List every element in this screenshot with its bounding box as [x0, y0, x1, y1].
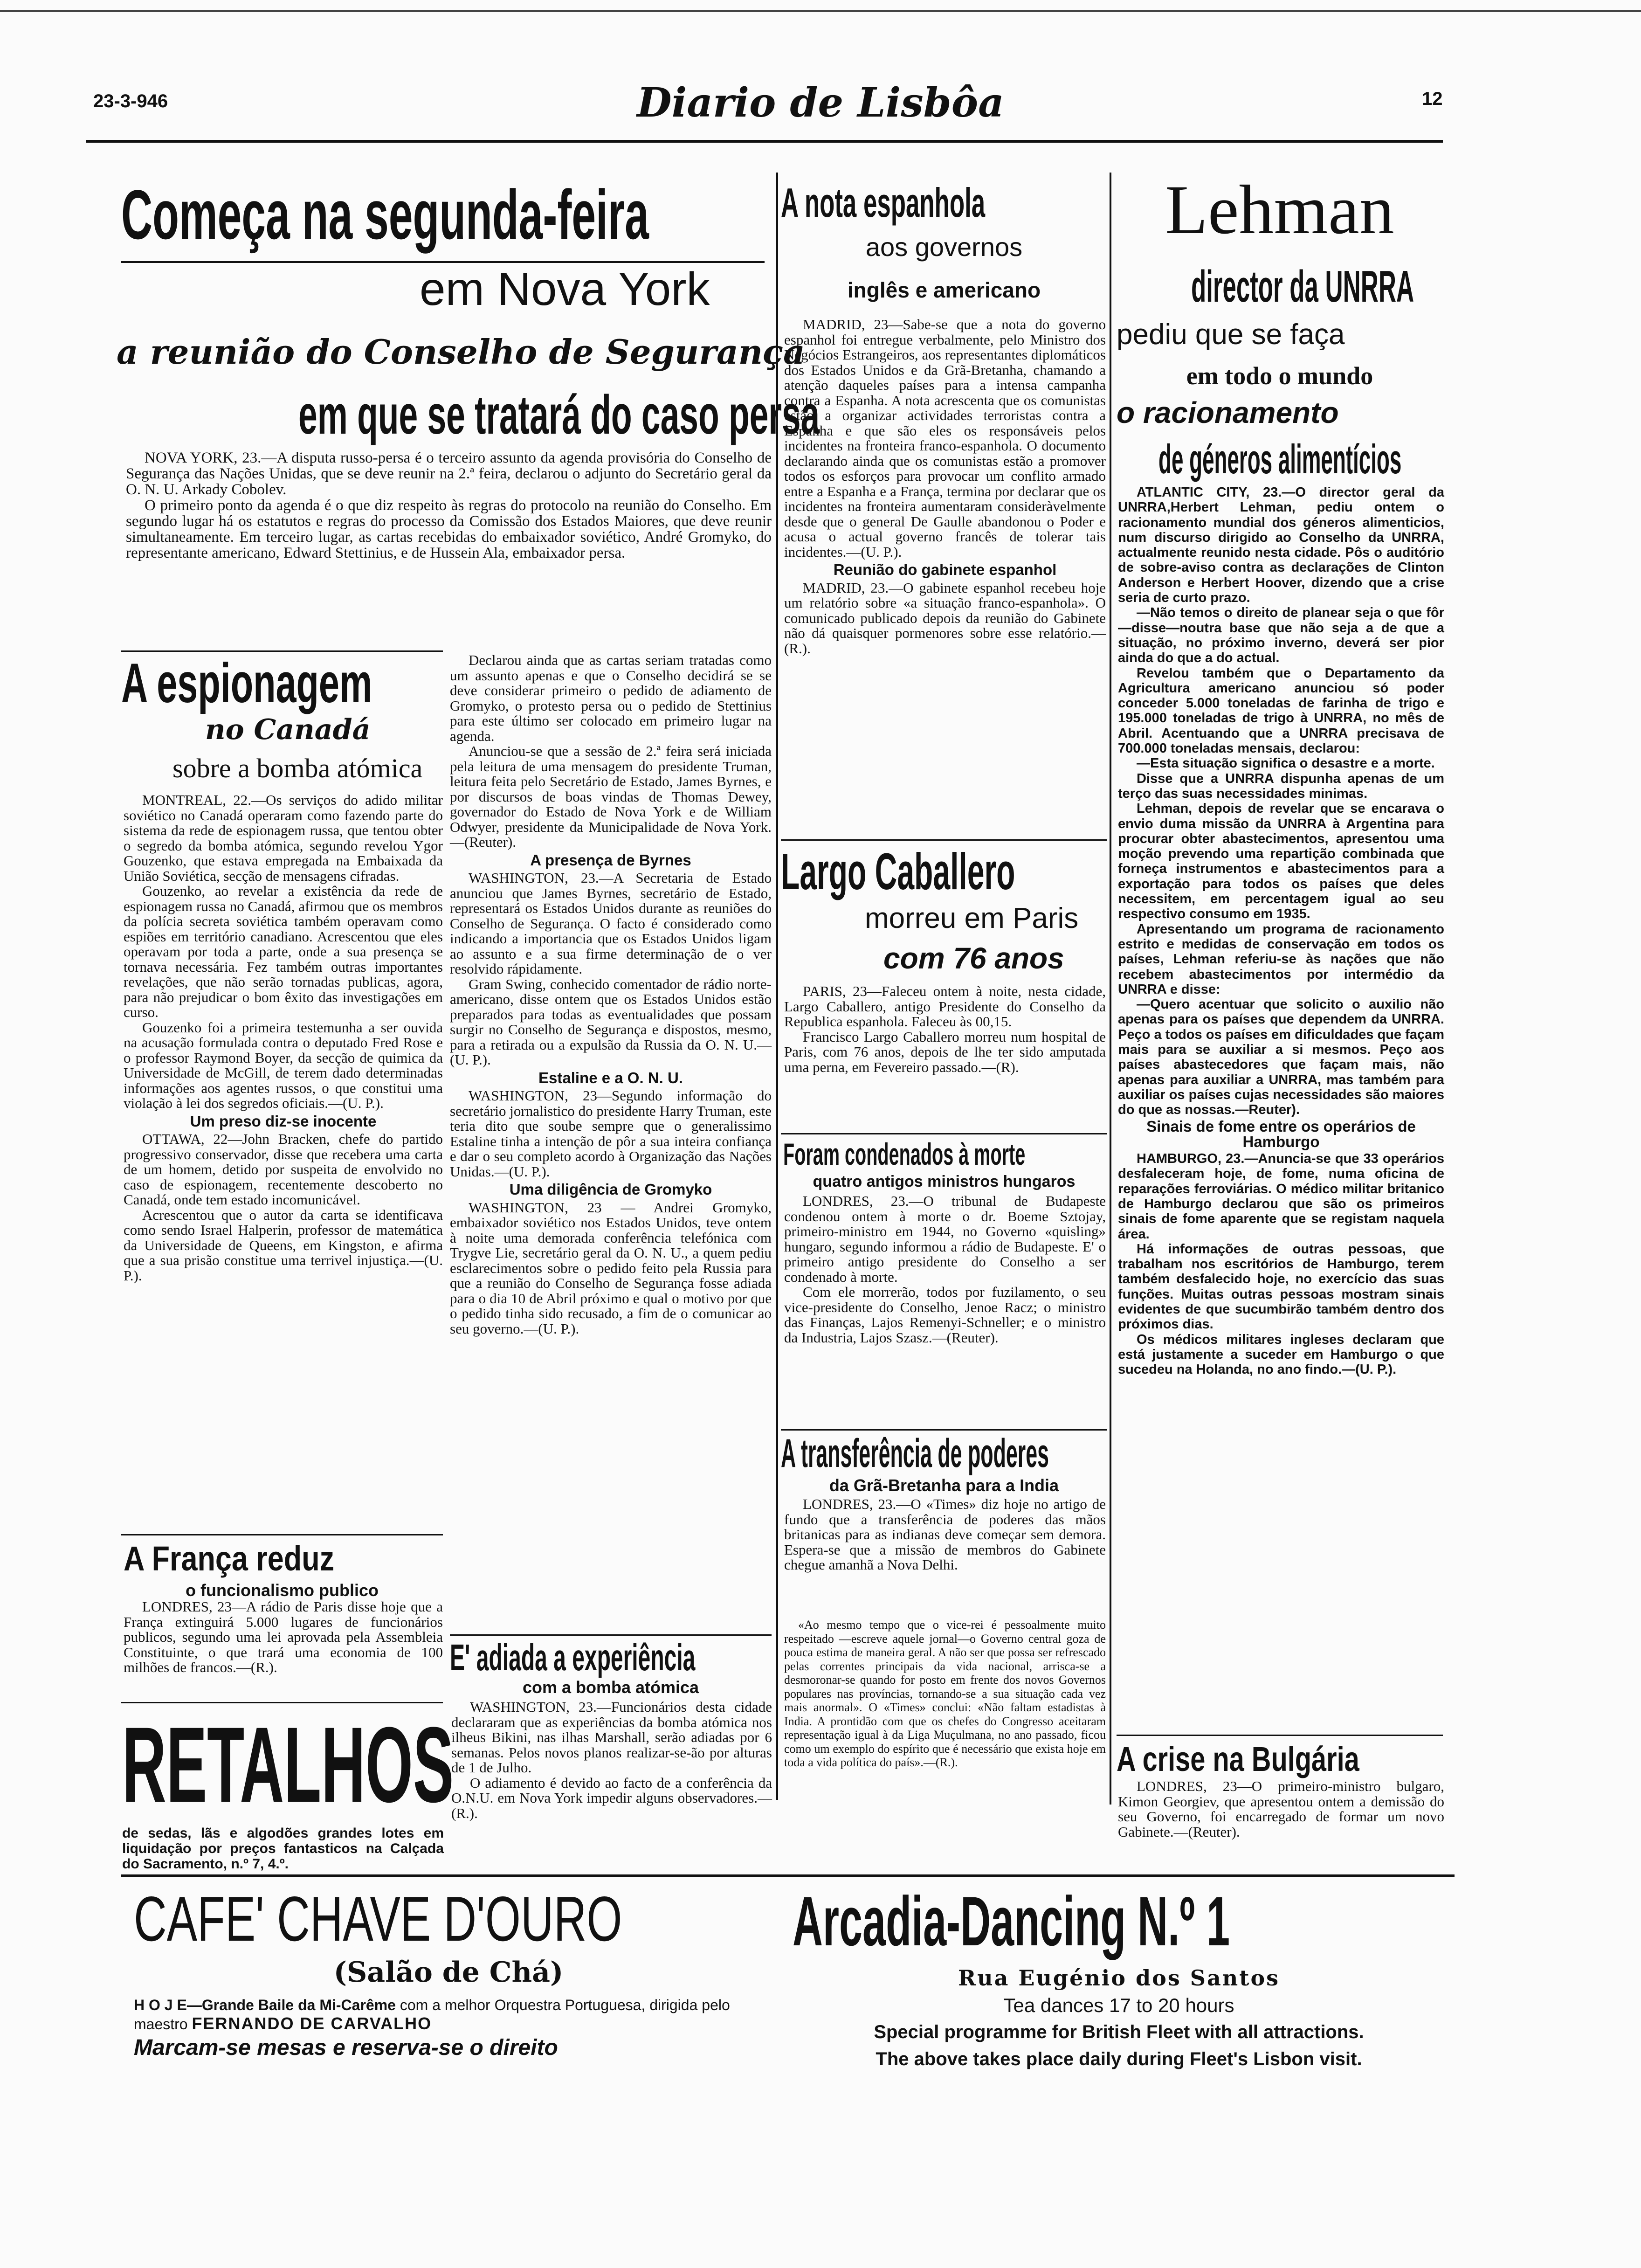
- franca-top-rule: [121, 1534, 443, 1535]
- franca-paragraph: LONDRES, 23—A rádio de Paris disse hoje que a França extinguirá 5.000 lugares de funcionários publicos, segundo uma lei aprovada pela Assembleia Constituinte, o que trará uma economia de 100 milhões de francos.—(R.).: [124, 1598, 443, 1675]
- franca-body: [124, 1599, 443, 1675]
- newspaper-title: Diario de Lisbôa: [637, 79, 1004, 126]
- lehman-paragraph: Há informações de outras pessoas, que trabalham nos escritórios de Hamburgo, terem também desfalecido hoje, no exercício das suas funções. Muitas outras pessoas mostram sinais evidentes de que sucumbirão também dentro dos próximos dias.: [1118, 1241, 1444, 1332]
- lead-deck-1: em Nova York: [420, 263, 710, 315]
- transferencia-paragraph: LONDRES, 23.—O «Times» diz hoje no artigo de fundo que a transferência de poderes das mãos britanicas para as indianas deve começar sem demora. Espera-se que a missão de membros do Gabinete chegue amanhã a Nova Delhi.: [784, 1496, 1106, 1573]
- lehman-headline: Lehman: [1165, 171, 1394, 249]
- espionagem-paragraph: Gouzenko foi a primeira testemunha a ser ouvida na acusação formulada contra o deputado Fred Rose e o professor Raymond Boyer, da secção de quimica da Universidade de McGill, de terem dado determinadas informações aos agentes russos, o que constitui uma violação à lei dos segredos oficiais.—(U. P.).: [124, 1019, 443, 1111]
- cafe-line-2: Marcam-se mesas e reserva-se o direito: [134, 2035, 558, 2060]
- arcadia-line-1: Tea dances 17 to 20 hours: [1003, 1994, 1234, 2016]
- franca-headline-box: [124, 1539, 445, 1581]
- espionagem-deck-1: no Canadá: [205, 713, 371, 746]
- lead-subhead: A presença de Byrnes: [530, 851, 691, 869]
- espionagem-paragraph: Acrescentou que o autor da carta se identificava como sendo Israel Halperin, professor de matemática da Universidade de Queens, em Kingston, e afirma que a sua prisão constitue uma terrivel injustiça.—(U. P.).: [124, 1206, 443, 1284]
- arcadia-address: Rua Eugénio dos Santos: [958, 1965, 1280, 1991]
- caballero-headline-box: [781, 842, 1107, 902]
- lehman-deck-3: em todo o mundo: [1186, 362, 1373, 390]
- bulgaria-top-rule: [1117, 1735, 1443, 1736]
- condenados-paragraph: LONDRES, 23.—O tribunal de Budapeste condenou ontem à morte o dr. Boeme Sztojay, primeiro-ministro em 1944, no Governo «quisling» hungaro, segundo informou a rádio de Budapeste. E' o primeiro antigo presidente do Conselho a ser condenado à morte.: [784, 1193, 1106, 1285]
- transferencia-quote-paragraph: «Ao mesmo tempo que o vice-rei é pessoalmente muito respeitado —escreve aquele jornal—o Governo central goza de pouca estima de maneira geral. A não ser que possa ser refrescado pelas correntes principais da vida nacional, arrisca-se a desmoronar-se quando for posto em frente dos novos Governos populares nas províncias, tornando-se a sua situação cada vez mais anormal». O «Times» conclui: «Não faltam estadistas à India. A prontidão com que os chefes do Congresso aceitaram representação igual à da Liga Muçulmana, no ano passado, ficou como um exemplo do espírito que é necessário que exista hoje em toda a vida política do país».—(R.).: [784, 1618, 1106, 1769]
- espionagem-deck-2: sobre a bomba atómica: [172, 753, 423, 783]
- lead-deck-3-box: [298, 382, 820, 448]
- lead-paragraph: WASHINGTON, 23—Segundo informação do secretário jornalistico do presidente Harry Truman, este teria dito que soube sempre que o generalissimo Estaline tinha a intenção de pôr a sua inteira confiança e dar o seu completo acordo à Organização das Nações Unidas.—(U. P.).: [450, 1087, 772, 1180]
- experiencia-headline-box: [450, 1637, 772, 1679]
- transferencia-quote: [784, 1618, 1106, 1770]
- caballero-top-rule: [781, 839, 1107, 841]
- lehman-paragraph: —Quero acentuar que solicito o auxilio não apenas para os países que dependem da UNRRA. Peço a todos os países em dificuldades que façam mais para se auxiliar a si mesmos. Peço aos países abastecedores que façam mais, não apenas para auxiliar a UNRRA, mas também para auxiliar os países cujas necessidades são maiores do que as nossas.—Reuter).: [1118, 997, 1444, 1118]
- caballero-paragraph: PARIS, 23—Faleceu ontem à noite, nesta cidade, Largo Caballero, antigo Presidente do Conselho da Republica espanhola. Faleceu às 00,15.: [784, 983, 1106, 1030]
- caballero-deck-2: com 76 anos: [883, 941, 1064, 975]
- espionagem-paragraph: MONTREAL, 22.—Os serviços do adido militar soviético no Canadá operaram como fazendo parte do sistema da rede de espionagem russa, que tentou obter o segredo da bomba atómica, segundo revelou Ygor Gouzenko, que estava empregada na Embaixada da União Soviética, secção de mensagens cifradas.: [124, 792, 443, 884]
- lehman-paragraph: ATLANTIC CITY, 23.—O director geral da UNRRA,Herbert Lehman, pediu ontem o racionamento mundial dos géneros alimenticios, num discurso dirigido ao Conselho da UNRRA, actualmente reunido nesta cidade. Pôs o auditório de sobre-aviso contra as declarações de Clinton Anderson e Herbert Hoover, dizendo que a crise seria de curto prazo.: [1118, 485, 1444, 606]
- lehman-paragraph: Revelou também que o Departamento da Agricultura americano anunciou só poder conceder 5.000 toneladas de farinha de trigo e 195.000 toneladas de trigo à UNRRA, no mês de Abril. Acentuando que a UNRRA precisava de 700.000 toneladas mensais, declarou:: [1118, 665, 1444, 756]
- cafe-maestro: FERNANDO DE CARVALHO: [192, 2014, 432, 2033]
- condenados-top-rule: [781, 1133, 1107, 1134]
- condenados-headline: Foram condenados à morte: [783, 1137, 1026, 1171]
- experiencia-paragraph: O adiamento é devido ao facto de a conferência da O.N.U. em Nova York impedir alguns observadores.—(R.).: [451, 1774, 772, 1821]
- lehman-paragraph: —Esta situação significa o desastre e a morte.: [1137, 756, 1435, 771]
- lead-paragraph: WASHINGTON, 23.—A Secretaria de Estado anunciou que James Byrnes, secretário de Estado, representará os Estados Unidos durante as reuniões do Conselho de Segurança. O facto é considerado como indicando a importancia que os Estados Unidos ligam ao assunto e a sua firme determinação de o ver resolvido rápidamente.: [450, 870, 772, 977]
- espanhola-deck-2: inglês e americano: [847, 278, 1041, 302]
- lehman-paragraph: Disse que a UNRRA dispunha apenas de um terço das suas necessidades minimas.: [1118, 771, 1444, 801]
- lehman-deck-5-box: [1158, 434, 1448, 485]
- lehman-deck-4: o racionamento: [1117, 396, 1339, 429]
- transferencia-deck: da Grã-Bretanha para a India: [829, 1476, 1059, 1495]
- lead-subhead: Uma diligência de Gromyko: [509, 1181, 712, 1198]
- espionagem-headline-box: [121, 653, 443, 713]
- lead-paragraph: Gram Swing, conhecido comentador de rádio norte-americano, disse ontem que os Estados Unidos estão preparados para todas as eventualidades que possam surgir no Conselho de Segurança e dispostos, mesmo, para a retirada ou a expulsão da Russia da O. N. U.—(U. P.).: [450, 975, 772, 1068]
- espanhola-deck-1: aos governos: [865, 232, 1023, 262]
- lead-paragraph: Anunciou-se que a sessão de 2.ª feira será iniciada pela leitura de uma mensagem do presidente Truman, leitura feita pelo Secretário de Estado, James Byrnes, e por discursos de boas vindas de Thomas Dewey, governador do Estado de Nova York e de William Odwyer, presidente da Municipalidade de Nova York.—(Reuter).: [450, 743, 772, 850]
- bulgaria-headline: A crise na Bulgária: [1117, 1740, 1359, 1778]
- condenados-headline-box: [783, 1135, 1110, 1173]
- lehman-body: [1118, 485, 1444, 1377]
- espanhola-headline-box: [781, 180, 1107, 226]
- cafe-title: CAFE' CHAVE D'OURO: [134, 1883, 622, 1954]
- lead-headline-box: [121, 175, 727, 259]
- arcadia-title: Arcadia-Dancing N.º 1: [793, 1882, 1230, 1960]
- lehman-paragraph: —Não temos o direito de planear seja o que fôr—disse—noutra base que não seja a de que a situação, no próximo inverno, deverá ser pior ainda do que a do actual.: [1118, 605, 1444, 666]
- lead-paragraph: O primeiro ponto da agenda é o que diz respeito às regras do protocolo na reunião do Conselho. Em segundo lugar há os estatutos e regras do processo da Comissão dos Estados Maiores, que deve reunir simultaneamente. Em terceiro lugar, as cartas recebidas do embaixador soviético, André Gromyko, do representante americano, Edward Stettinius, e de Hussein Ala, embaixador persa.: [126, 497, 772, 561]
- lehman-deck-1: director da UNRRA: [1191, 262, 1414, 311]
- retalhos-title-box: [122, 1705, 454, 1825]
- condenados-deck: quatro antigos ministros hungaros: [813, 1173, 1076, 1190]
- experiencia-paragraph: WASHINGTON, 23.—Funcionários desta cidade declararam que as experiências da bomba atómica nos ilheus Bikini, nas ilhas Marshall, serão adiadas por 6 semanas. Pelos novos planos realizar-se-ão por alturas de 1 de Julho.: [451, 1699, 772, 1776]
- experiencia-headline: E' adiada a experiência: [450, 1637, 696, 1678]
- espionagem-paragraph: OTTAWA, 22—John Bracken, chefe do partido progressivo conservador, disse que recebera uma carta de um homem, detido por suspeita de envolvido no caso de espionagem, recentemente descoberto no Canadá, onde tem estado incomunicável.: [124, 1131, 443, 1208]
- cafe-line-1: [134, 1996, 758, 2033]
- transferencia-headline-box: [781, 1431, 1107, 1476]
- franca-deck: o funcionalismo publico: [186, 1581, 379, 1600]
- retalhos-top-rule: [121, 1702, 443, 1703]
- transferencia-top-rule: [781, 1429, 1107, 1431]
- espionagem-body: [124, 793, 443, 1283]
- bulgaria-body: [1118, 1779, 1444, 1839]
- lehman-deck-2: pediu que se faça: [1117, 318, 1345, 351]
- lehman-paragraph: Os médicos militares ingleses declaram que está justamente a suceder em Hamburgo o que sucedeu na Holanda, no ano findo.—(U. P.).: [1118, 1332, 1444, 1377]
- cafe-event-detail: com a melhor Orquestra Portuguesa, dirigida pelo maestro: [134, 1997, 730, 2033]
- lead-subhead: Estaline e a O. N. U.: [538, 1069, 683, 1086]
- lehman-paragraph: Lehman, depois de revelar que se encarava o envio duma missão da UNRRA à Argentina para procurar obter abastecimentos, apresentou uma moção prevendo uma repartição combinada que forneça instrumentos e abastecimentos para a exportação para todos os países que deles necessitem, em percentagem igual ao seu respectivo consumo em 1935.: [1118, 801, 1444, 922]
- condenados-paragraph: Com ele morrerão, todos por fuzilamento, o seu vice-presidente do Conselho, Jenoe Racz; o ministro das Finanças, Lajos Remenyi-Schneller; e o ministro da Industria, Lajos Szasz.—(Reuter).: [784, 1284, 1106, 1346]
- arcadia-line-2: Special programme for British Fleet with all attractions.: [874, 2022, 1364, 2042]
- arcadia-ad: [783, 1884, 1455, 2070]
- condenados-body: [784, 1194, 1106, 1345]
- masthead-rule: [86, 140, 1443, 143]
- lead-headline: Começa na segunda-feira: [121, 175, 649, 254]
- lehman-deck-1-box: [1191, 261, 1452, 312]
- caballero-headline: Largo Caballero: [781, 843, 1015, 900]
- lead-intro: [126, 450, 772, 561]
- espanhola-body: [784, 317, 1106, 656]
- arcadia-line-3: The above takes place daily during Fleet's Lisbon visit.: [876, 2049, 1362, 2069]
- bulgaria-paragraph: LONDRES, 23—O primeiro-ministro bulgaro, Kimon Georgiev, que apresentou ontem a demissão do seu Governo, foi encarregado de formar um novo Gabinete.—(Reuter).: [1118, 1778, 1444, 1840]
- lehman-subhead: Sinais de fome entre os operários de Hamburgo: [1146, 1118, 1416, 1150]
- lehman-paragraph: Apresentando um programa de racionamento estrito e medidas de conservação em todos os países, Lehman referiu-se às nações que não recebem abastecimentos por intermédio da UNRRA e disse:: [1118, 921, 1444, 997]
- espanhola-headline: A nota espanhola: [781, 180, 986, 226]
- caballero-deck-1: morreu em Paris: [865, 902, 1079, 934]
- experiencia-top-rule: [450, 1634, 772, 1636]
- experiencia-deck: com a bomba atómica: [522, 1678, 699, 1697]
- franca-headline: A França reduz: [124, 1539, 335, 1578]
- caballero-body: [784, 984, 1106, 1075]
- lehman-paragraph: HAMBURGO, 23.—Anuncia-se que 33 operários desfaleceram hoje, de fome, numa oficina de reparações ferroviárias. O médico militar britanico de Hamburgo declarou que são os primeiros sinais de fome aparente que se registam naquela área.: [1118, 1151, 1444, 1242]
- transferencia-body: [784, 1497, 1106, 1573]
- espionagem-headline: A espionagem: [121, 652, 372, 714]
- lead-column-2: [450, 653, 772, 1336]
- cafe-ad: [122, 1884, 775, 2070]
- top-rule: [0, 10, 1641, 12]
- page-number: 12: [1422, 89, 1443, 109]
- espanhola-paragraph: MADRID, 23.—O gabinete espanhol recebeu hoje um relatório sobre «a situação franco-espanhola». O comunicado publicado depois da reunião do Gabinete não dá quaisquer pormenores sobre esse relatório.—(R.).: [784, 579, 1106, 657]
- issue-date: 23-3-946: [93, 91, 168, 111]
- lehman-deck-5: de géneros alimentícios: [1158, 436, 1402, 482]
- bulgaria-headline-box: [1117, 1738, 1443, 1780]
- lead-deck-3: em que se tratará do caso persa: [298, 384, 820, 446]
- lead-paragraph: Declarou ainda que as cartas seriam tratadas como um assunto apenas e que o Conselho decidirá se se deve considerar primeiro o pedido de adiamento de Gromyko, o protesto persa ou o pedido de Stettinius para este último ser colocado em primeiro lugar na agenda.: [450, 652, 772, 744]
- espionagem-paragraph: Gouzenko, ao revelar a existência da rede de espionagem russa no Canadá, afirmou que os membros da polícia secreta soviética também operavam como espiões em território canadiano. Acrescentou que eles operavam por toda a parte, onde a sua presença se tornava necessária. Fez também outras importantes revelações, que não serão tornadas publicas, agora, para não prejudicar o bom êxito das investigações em curso.: [124, 883, 443, 1020]
- cafe-subtitle: (Salão de Chá): [333, 1956, 564, 1989]
- transferencia-headline: A transferência de poderes: [781, 1431, 1049, 1476]
- lead-deck-2: a reunião do Conselho de Segurança: [117, 332, 805, 372]
- espanhola-paragraph: MADRID, 23—Sabe-se que a nota do governo espanhol foi entregue verbalmente, pelo Ministro dos Negócios Estrangeiros, aos representantes diplomáticos dos Estados Unidos e da Grã-Bretanha, chamando a atenção daqueles países para a intensa campanha contra a Espanha. A nota acrescenta que os comunistas estão a organizar actividades terroristas contra a Espanha e que são eles os responsáveis pelos incidentes na fronteira franco-espanhola. O documento declarando ainda que os comunistas estão a promover todos os esforços para provocar um conflito armado entre a Espanha e a França, termina por declarar que os incidentes na fronteira aumentaram consideràvelmente desde que o general De Gaulle abandonou o Poder e acusa o actual governo francês de tolerar tais incidentes.—(U. P.).: [784, 316, 1106, 560]
- caballero-paragraph: Francisco Largo Caballero morreu num hospital de Paris, com 76 anos, depois de lhe ter sido amputada uma perna, em Fevereiro passado.—(R).: [784, 1028, 1106, 1075]
- espanhola-subhead: Reunião do gabinete espanhol: [833, 561, 1057, 578]
- retalhos-text: de sedas, lãs e algodões grandes lotes em liquidação por preços fantasticos na Calçada do Sacramento, n.º 7, 4.º.: [122, 1825, 444, 1872]
- lead-paragraph: WASHINGTON, 23 — Andrei Gromyko, embaixador soviético nos Estados Unidos, teve ontem à noite uma demorada conferência telefónica com Trygve Lie, secretário geral da O. N. U., a quem pediu esclarecimentos sobre o pedido feito pela Russia para que a reunião do Conselho de Segurança fosse adiada para o dia 10 de Abril próximo e qual o motivo por que o pedido tinha sido recusado, a fim de o comunicar ao seu governo.—(U. P.).: [450, 1199, 772, 1337]
- arcadia-title-box: [793, 1884, 1455, 1958]
- retalhos-title: RETALHOS: [122, 1705, 454, 1825]
- cafe-event: H O J E—Grande Baile da Mi-Carême: [134, 1997, 396, 2013]
- experiencia-body: [451, 1700, 772, 1821]
- column-rule-2: [1110, 173, 1111, 1805]
- cafe-title-box: [134, 1884, 777, 1954]
- bottom-ads-rule: [121, 1874, 1455, 1877]
- espionagem-subhead: Um preso diz-se inocente: [190, 1112, 377, 1130]
- lead-paragraph: NOVA YORK, 23.—A disputa russo-persa é o terceiro assunto da agenda provisória do Conselho de Segurança das Nações Unidas, que se deve reunir na 2.ª feira, declarou o adjunto do Secretário geral da O. N. U. Arkady Cobolev.: [126, 449, 772, 498]
